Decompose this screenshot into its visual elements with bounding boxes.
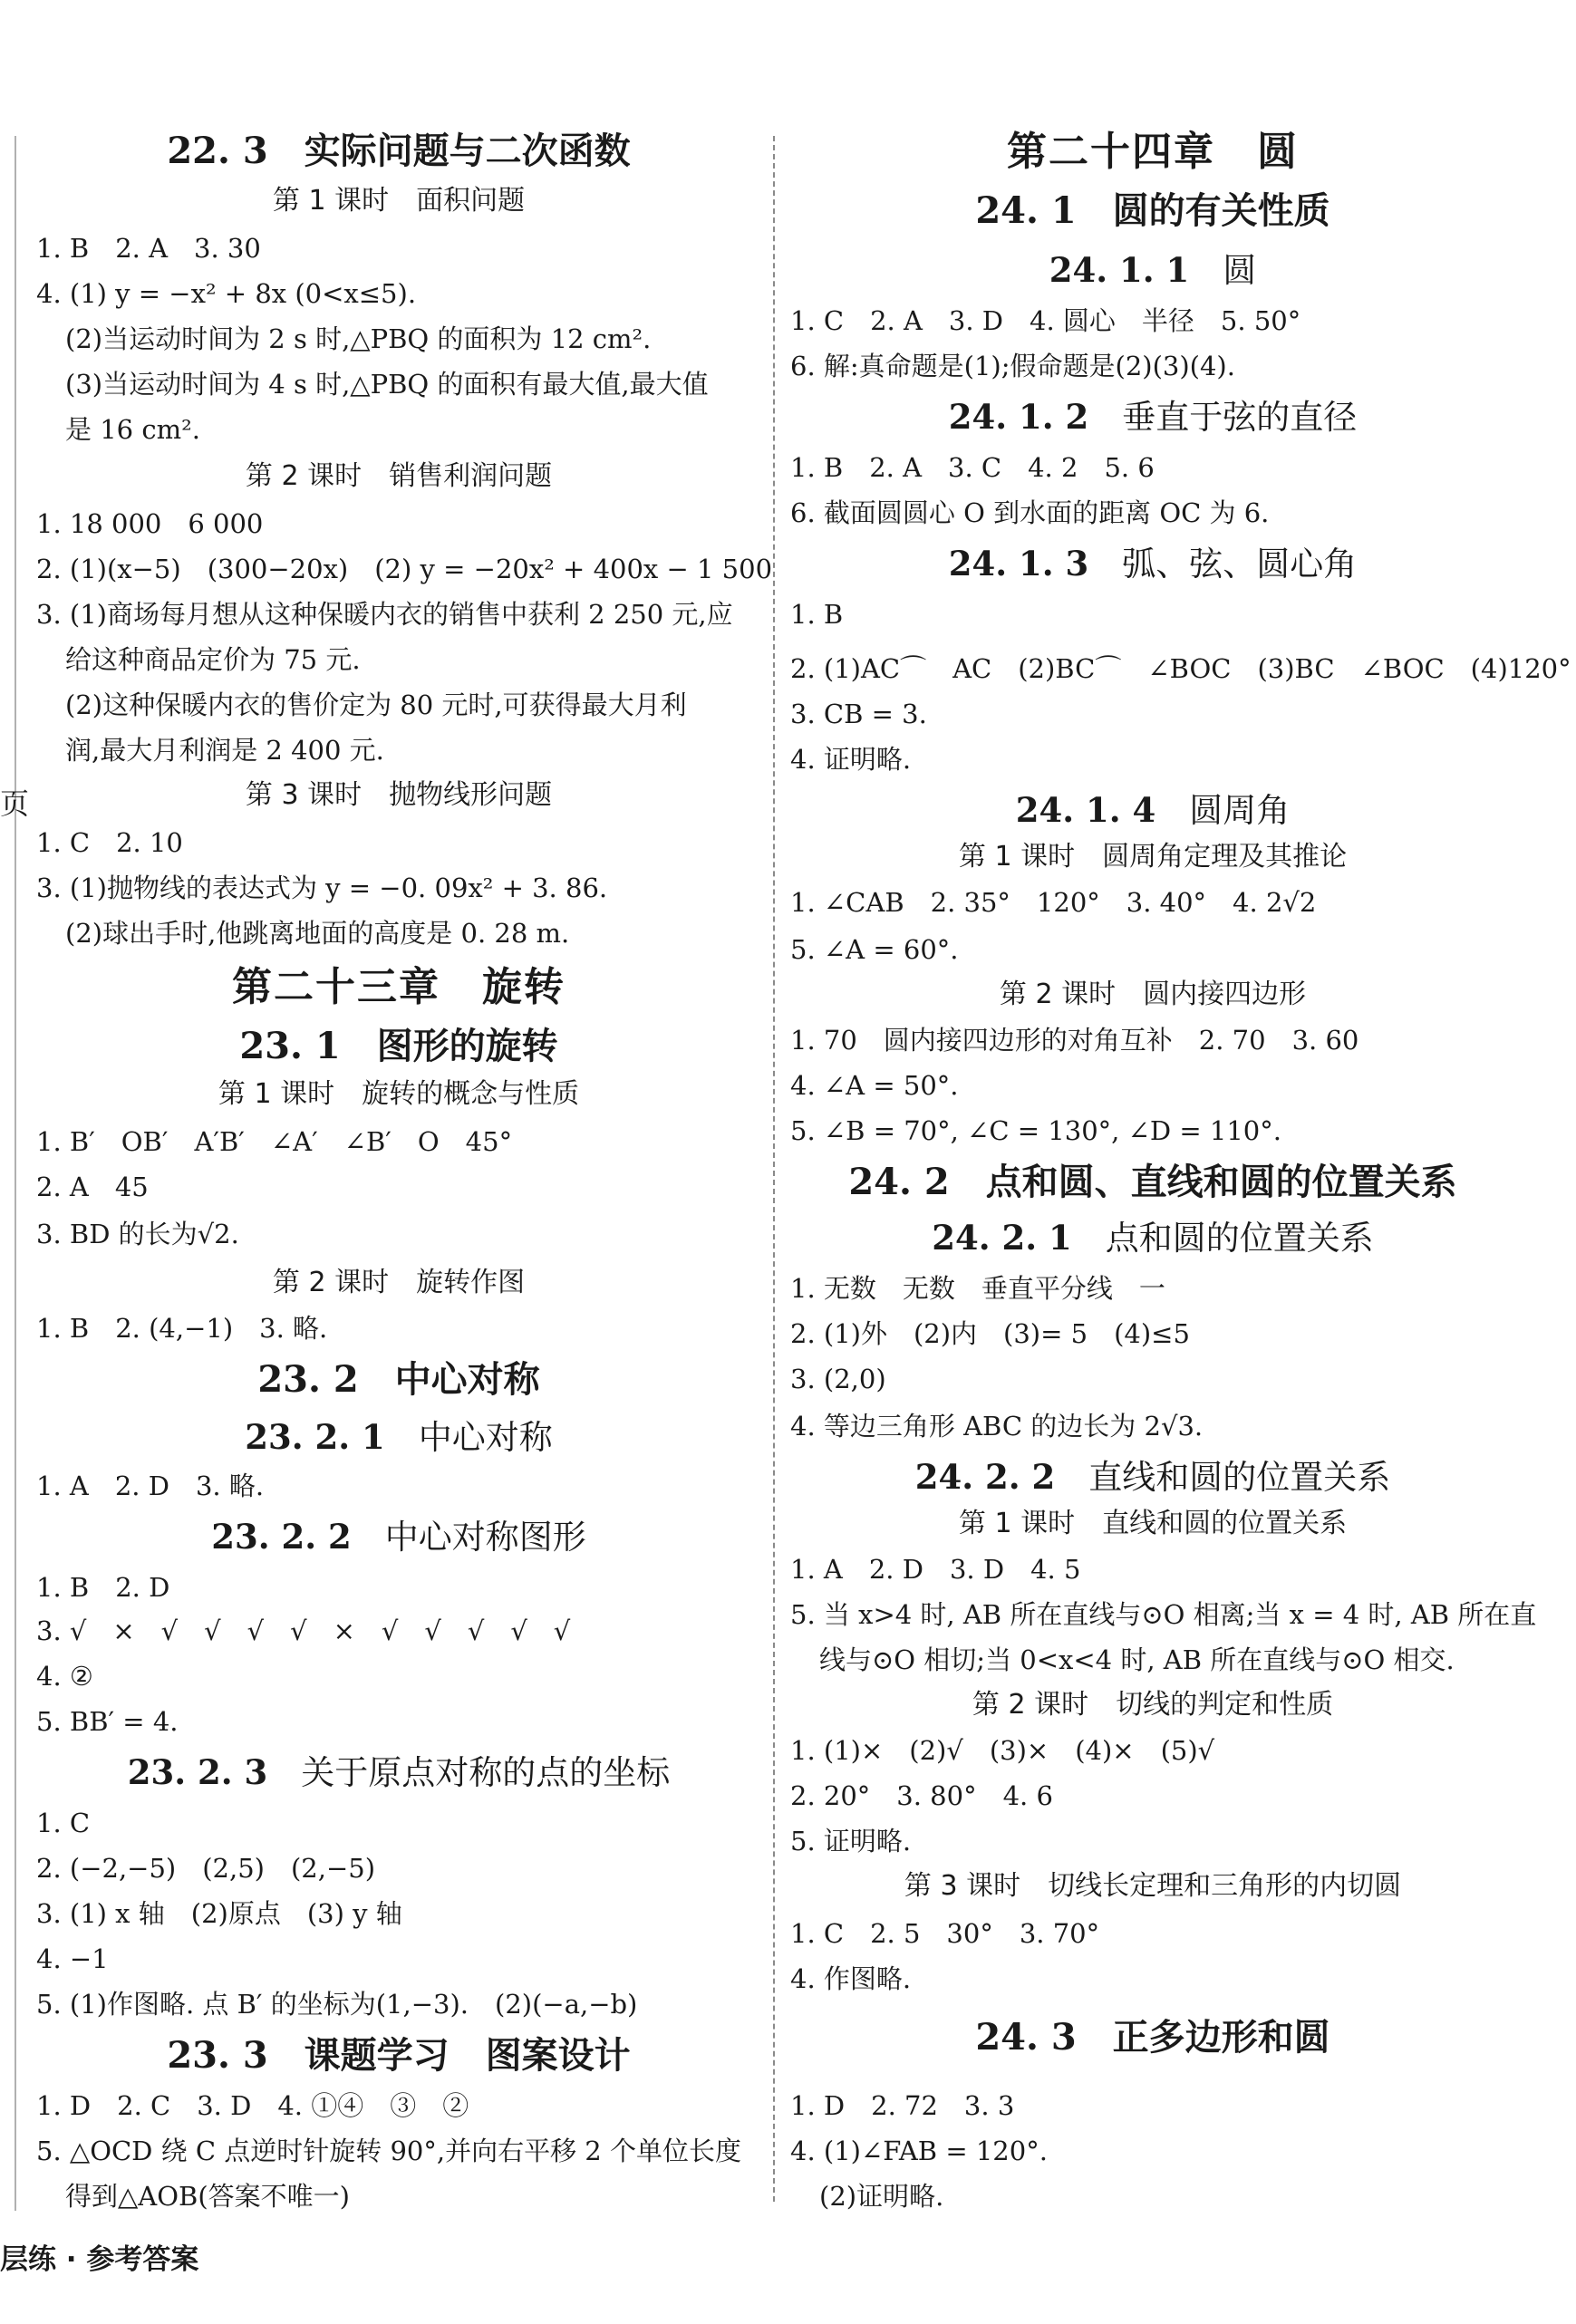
section-heading: 23. 2 中心对称: [257, 1358, 540, 1401]
answer-line: (2)这种保暖内衣的售价定为 80 元时,可获得最大月利: [65, 689, 687, 720]
answer-line: (3)当运动时间为 4 s 时,△PBQ 的面积有最大值,最大值: [65, 369, 709, 400]
answer-line: 得到△AOB(答案不唯一): [65, 2181, 350, 2212]
section-heading: 23. 1 图形的旋转: [239, 1025, 558, 1067]
subsection-heading: 23. 2. 2 中心对称图形: [211, 1517, 586, 1557]
answer-line: 4. 证明略.: [790, 744, 912, 775]
answer-line: 3. CB = 3.: [790, 699, 927, 729]
subsection-heading: 23. 2. 1 中心对称: [245, 1417, 553, 1457]
answer-line: (2)球出手时,他跳离地面的高度是 0. 28 m.: [65, 918, 570, 949]
subsection-heading: 23. 2. 3 关于原点对称的点的坐标: [127, 1752, 671, 1792]
answer-line: 2. (1)(x−5) (300−20x) (2) y = −20x² + 400x − 1 500: [36, 554, 773, 584]
lesson-heading: 第 2 课时 切线的判定和性质: [972, 1689, 1334, 1721]
lesson-heading: 第 3 课时 切线长定理和三角形的内切圆: [904, 1870, 1402, 1902]
lesson-heading: 第 1 课时 圆周角定理及其推论: [958, 841, 1348, 873]
answer-line: 3. (1)商场每月想从这种保暖内衣的销售中获利 2 250 元,应: [36, 599, 733, 630]
answer-line: 是 16 cm².: [65, 414, 200, 445]
answer-line: 1. D 2. C 3. D 4. ①④ ③ ②: [36, 2090, 469, 2121]
lesson-heading: 第 3 课时 抛物线形问题: [245, 779, 553, 811]
answer-line: 1. B′ OB′ A′B′ ∠A′ ∠B′ O 45°: [36, 1126, 513, 1157]
page-footer: 层练 · 参考答案: [0, 2243, 199, 2276]
section-heading: 24. 2 点和圆、直线和圆的位置关系: [848, 1161, 1457, 1203]
answer-line: 4. −1: [36, 1943, 109, 1974]
subsection-heading: 24. 1. 4 圆周角: [1015, 790, 1291, 830]
lesson-heading: 第 2 课时 旋转作图: [272, 1267, 526, 1298]
answer-line: 1. A 2. D 3. D 4. 5: [790, 1554, 1081, 1585]
answer-line: 5. 证明略.: [790, 1826, 912, 1856]
subsection-heading: 24. 1. 1 圆: [1049, 250, 1257, 290]
answer-line: 4. 等边三角形 ABC 的边长为 2√3.: [790, 1411, 1204, 1442]
section-heading: 24. 1 圆的有关性质: [975, 189, 1330, 232]
chapter-heading: 第二十三章 旋转: [232, 964, 566, 1010]
answer-line: 4. ∠A = 50°.: [790, 1070, 959, 1101]
answer-line: 1. 70 圆内接四边形的对角互补 2. 70 3. 60: [790, 1025, 1359, 1056]
answer-line: 4. 作图略.: [790, 1963, 912, 1994]
subsection-heading: 24. 2. 2 直线和圆的位置关系: [914, 1457, 1391, 1497]
left-margin-rule: [15, 136, 16, 2211]
answer-line: 2. (1)AC⌒ AC (2)BC⌒ ∠BOC (3)BC ∠BOC (4)120°: [790, 653, 1571, 684]
lesson-heading: 第 1 课时 直线和圆的位置关系: [958, 1508, 1348, 1539]
lesson-heading: 第 2 课时 销售利润问题: [245, 460, 553, 492]
answer-line: 1. ∠CAB 2. 35° 120° 3. 40° 4. 2√2: [790, 887, 1317, 918]
subsection-heading: 24. 1. 2 垂直于弦的直径: [948, 397, 1358, 437]
answer-line: 3. (1) x 轴 (2)原点 (3) y 轴: [36, 1898, 402, 1929]
lesson-heading: 第 2 课时 圆内接四边形: [999, 979, 1307, 1010]
answer-line: 1. C: [36, 1808, 91, 1838]
answer-line: 2. (−2,−5) (2,5) (2,−5): [36, 1853, 376, 1884]
answer-line: 1. D 2. 72 3. 3: [790, 2090, 1015, 2121]
answer-line: 1. C 2. 5 30° 3. 70°: [790, 1918, 1100, 1949]
answer-line: 给这种商品定价为 75 元.: [65, 644, 361, 675]
answer-line: 线与⊙O 相切;当 0<x<4 时, AB 所在直线与⊙O 相交.: [819, 1644, 1455, 1675]
answer-line: 1. A 2. D 3. 略.: [36, 1471, 265, 1501]
section-heading: 22. 3 实际问题与二次函数: [167, 130, 631, 172]
answer-line: 1. B: [790, 599, 844, 630]
answer-line: 1. C 2. 10: [36, 827, 183, 858]
edge-fragment: 页: [0, 786, 30, 821]
answer-line: 1. B 2. A 3. 30: [36, 233, 261, 264]
answer-line: 1. B 2. (4,−1) 3. 略.: [36, 1313, 328, 1344]
answer-line: 3. (1)抛物线的表达式为 y = −0. 09x² + 3. 86.: [36, 873, 608, 903]
answer-line: 1. 18 000 6 000: [36, 508, 264, 539]
section-heading: 23. 3 课题学习 图案设计: [167, 2034, 631, 2077]
answer-line: (2)当运动时间为 2 s 时,△PBQ 的面积为 12 cm².: [65, 323, 652, 354]
lesson-heading: 第 1 课时 旋转的概念与性质: [218, 1078, 580, 1110]
answer-line: 1. C 2. A 3. D 4. 圆心 半径 5. 50°: [790, 305, 1301, 336]
subsection-heading: 24. 2. 1 点和圆的位置关系: [932, 1218, 1374, 1258]
answer-line: 5. △OCD 绕 C 点逆时针旋转 90°,并向右平移 2 个单位长度: [36, 2136, 741, 2166]
answer-line: 1. B 2. A 3. C 4. 2 5. 6: [790, 452, 1155, 483]
answer-line: 5. BB′ = 4.: [36, 1706, 179, 1737]
answer-line: 润,最大月利润是 2 400 元.: [65, 735, 384, 766]
answer-line: 3. BD 的长为√2.: [36, 1219, 239, 1249]
answer-line: 6. 解:真命题是(1);假命题是(2)(3)(4).: [790, 351, 1235, 381]
answer-line: (2)证明略.: [819, 2181, 944, 2212]
column-divider: [773, 136, 775, 2202]
answer-line: 2. 20° 3. 80° 4. 6: [790, 1780, 1053, 1811]
lesson-heading: 第 1 课时 面积问题: [272, 185, 526, 217]
answer-line: 4. (1)∠FAB = 120°.: [790, 2136, 1048, 2166]
answer-line: 1. 无数 无数 垂直平分线 一: [790, 1273, 1165, 1304]
answer-line: 5. 当 x>4 时, AB 所在直线与⊙O 相离;当 x = 4 时, AB 所在直: [790, 1599, 1537, 1630]
answer-line: 1. (1)× (2)√ (3)× (4)× (5)√: [790, 1735, 1215, 1766]
answer-line: 5. (1)作图略. 点 B′ 的坐标为(1,−3). (2)(−a,−b): [36, 1989, 638, 2020]
answer-line: 5. ∠A = 60°.: [790, 934, 959, 965]
answer-line: 3. (2,0): [790, 1364, 886, 1394]
answer-line: 4. ②: [36, 1661, 93, 1692]
answer-line: 1. B 2. D: [36, 1572, 170, 1603]
chapter-heading: 第二十四章 圆: [1007, 129, 1299, 175]
section-heading: 24. 3 正多边形和圆: [975, 2016, 1330, 2059]
answer-line: 2. (1)外 (2)内 (3)= 5 (4)≤5: [790, 1318, 1190, 1349]
answer-line: 4. (1) y = −x² + 8x (0<x≤5).: [36, 278, 417, 309]
answer-line: 5. ∠B = 70°, ∠C = 130°, ∠D = 110°.: [790, 1115, 1281, 1146]
answer-line: 6. 截面圆圆心 O 到水面的距离 OC 为 6.: [790, 497, 1270, 528]
answer-line: 3. √ × √ √ √ √ × √ √ √ √ √: [36, 1615, 571, 1646]
answer-line: 2. A 45: [36, 1172, 149, 1202]
subsection-heading: 24. 1. 3 弧、弦、圆心角: [948, 544, 1358, 583]
